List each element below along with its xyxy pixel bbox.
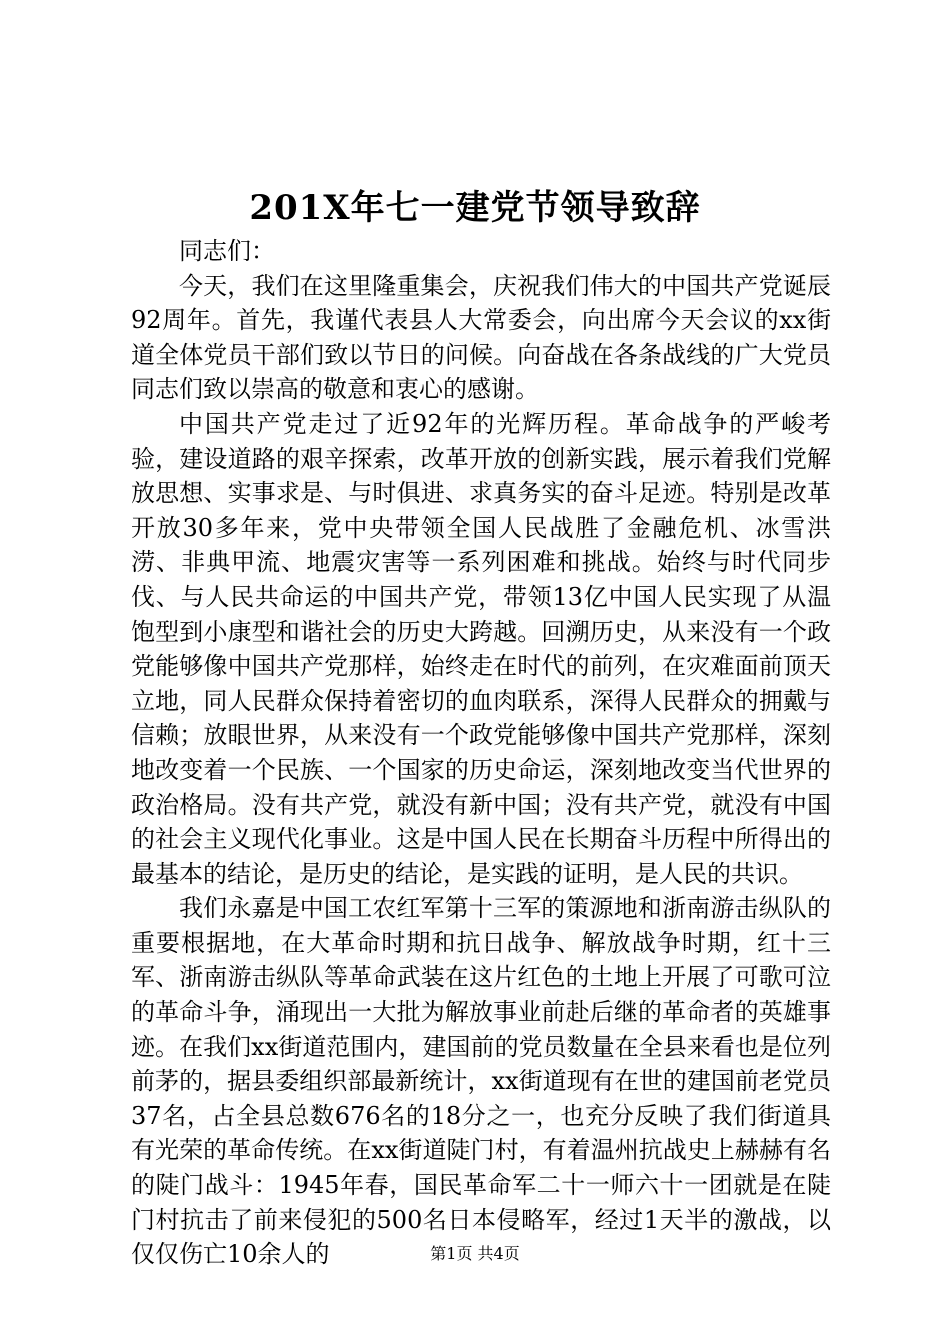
paragraph-3: 我们永嘉是中国工农红军第十三军的策源地和浙南游击纵队的重要根据地，在大革命时期和抗日战争、解放战争时期，红十三军、浙南游击纵队等革命武装在这片红色的土地上开展了可歌可泣的革命斗争，涌现出一大批为解放事业前赴后继的革命者的英雄事迹。在我们xx街道范围内，建国前的党员数量在全县来看也是位列前茅的，据县委组织部最新统计，xx街道现有在世的建国前老党员37名，占全县总数676名的18分之一，也充分反映了我们街道具有光荣的革命传统。在xx街道陡门村，有着温州抗战史上赫赫有名的陡门战斗：1945年春，国民革命军二十一师六十一团就是在陡门村抗击了前来侵犯的500名日本侵略军，经过1天半的激战，以仅仅伤亡10余人的 <box>131 894 831 1269</box>
page-footer: 第1页 共4页 <box>430 1244 520 1263</box>
paragraph-2: 中国共产党走过了近92年的光辉历程。革命战争的严峻考验，建设道路的艰辛探索，改革开放的创新实践，展示着我们党解放思想、实事求是、与时俱进、求真务实的奋斗足迹。特别是改革开放30多年来，党中央带领全国人民战胜了金融危机、冰雪洪涝、非典甲流、地震灾害等一系列困难和挑战。始终与时代同步伐、与人民共命运的中国共产党，带领13亿中国人民实现了从温饱型到小康型和谐社会的历史大跨越。回溯历史，从来没有一个政党能够像中国共产党那样，始终走在时代的前列，在灾难面前顶天立地，同人民群众保持着密切的血肉联系，深得人民群众的拥戴与信赖；放眼世界，从来没有一个政党能够像中国共产党那样，深刻地改变着一个民族、一个国家的历史命运，深刻地改变当代世界的政治格局。没有共产党，就没有新中国；没有共产党，就没有中国的社会主义现代化事业。这是中国人民在长期奋斗历程中所得出的最基本的结论，是历史的结论，是实践的证明，是人民的共识。 <box>131 409 831 888</box>
document-title: 201X年七一建党节领导致辞 <box>249 188 701 228</box>
document-body <box>131 234 831 1272</box>
greeting: 同志们： <box>179 237 275 265</box>
paragraph-1: 今天，我们在这里隆重集会，庆祝我们伟大的中国共产党诞辰92周年。首先，我谨代表县人大常委会，向出席今天会议的xx街道全体党员干部们致以节日的问候。向奋战在各条战线的广大党员同志们致以崇高的敬意和衷心的感谢。 <box>131 271 831 404</box>
